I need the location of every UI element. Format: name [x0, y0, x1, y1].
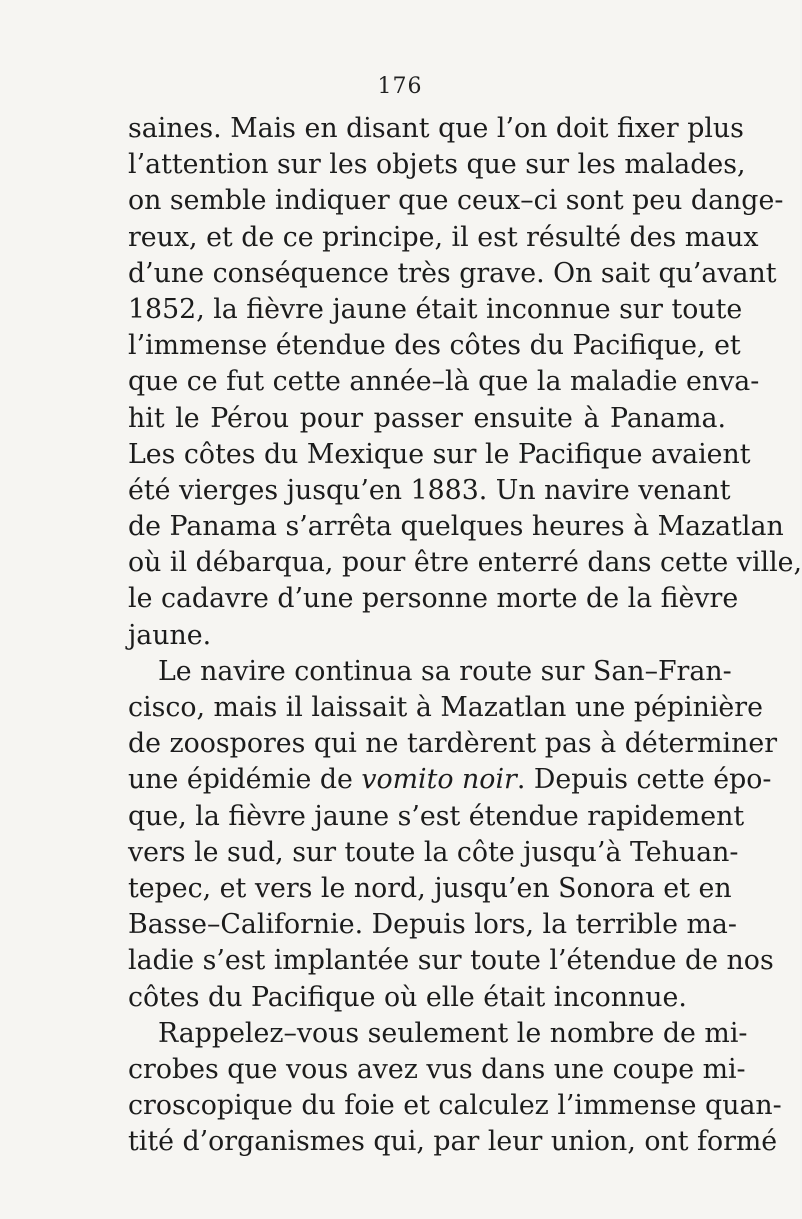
text-line: tité d’organismes qui, par leur union, ont formé	[128, 1126, 778, 1158]
text-line: saines. Mais en disant que l’on doit fixer plus	[128, 113, 744, 144]
text-line: Les côtes du Mexique sur le Pacifique avaient	[128, 438, 751, 470]
text-line: de zoospores qui ne tardèrent pas à déterminer	[128, 728, 778, 760]
text-line: côtes du Pacifique où elle était inconnue.	[128, 981, 687, 1013]
text-line: on semble indiquer que ceux–ci sont peu dange-	[128, 185, 784, 217]
text-line: hit le Pérou pour passer ensuite à Panama.	[128, 402, 726, 434]
text-line: l’immense étendue des côtes du Pacifique, et	[128, 330, 741, 362]
text-segment: . Depuis cette épo-	[516, 764, 772, 796]
text-line: Le navire continua sa route sur San–Fran-	[158, 655, 732, 687]
text-line: tepec, et vers le nord, jusqu’en Sonora et en	[128, 872, 732, 904]
text-line: l’attention sur les objets que sur les malades,	[128, 149, 746, 181]
text-line: reux, et de ce principe, il est résulté des maux	[128, 221, 759, 253]
text-line: crobes que vous avez vus dans une coupe mi-	[128, 1053, 746, 1085]
body-text	[128, 111, 802, 1160]
text-line: jaune.	[128, 619, 212, 651]
text-line: cisco, mais il laissait à Mazatlan une pépinière	[128, 692, 763, 723]
text-line: où il débarqua, pour être enterré dans cette ville,	[128, 547, 802, 579]
text-line: que, la fièvre jaune s’est étendue rapidement	[128, 800, 745, 832]
text-line: Basse–Californie. Depuis lors, la terrible ma-	[128, 909, 737, 941]
text-line: le cadavre d’une personne morte de la fièvre	[128, 583, 739, 615]
text-line: de Panama s’arrêta quelques heures à Mazatlan	[128, 511, 784, 543]
text-line-with-italic	[128, 762, 772, 798]
text-line: que ce fut cette année–là que la maladie enva-	[128, 366, 760, 398]
text-line: 1852, la fièvre jaune était inconnue sur toute	[128, 293, 743, 325]
text-line: Rappelez–vous seulement le nombre de mi-	[158, 1017, 748, 1049]
page-number: 176	[377, 74, 423, 99]
text-segment: une épidémie de	[128, 764, 362, 796]
text-line: ladie s’est implantée sur toute l’étendue de nos	[128, 945, 774, 977]
italic-phrase: vomito noir	[361, 764, 517, 796]
text-line: croscopique du foie et calculez l’immense quan-	[128, 1090, 782, 1122]
text-line: été vierges jusqu’en 1883. Un navire venant	[128, 474, 731, 506]
text-line: d’une conséquence très grave. On sait qu’avant	[128, 257, 777, 289]
text-line: vers le sud, sur toute la côte jusqu’à Tehuan-	[128, 836, 739, 868]
